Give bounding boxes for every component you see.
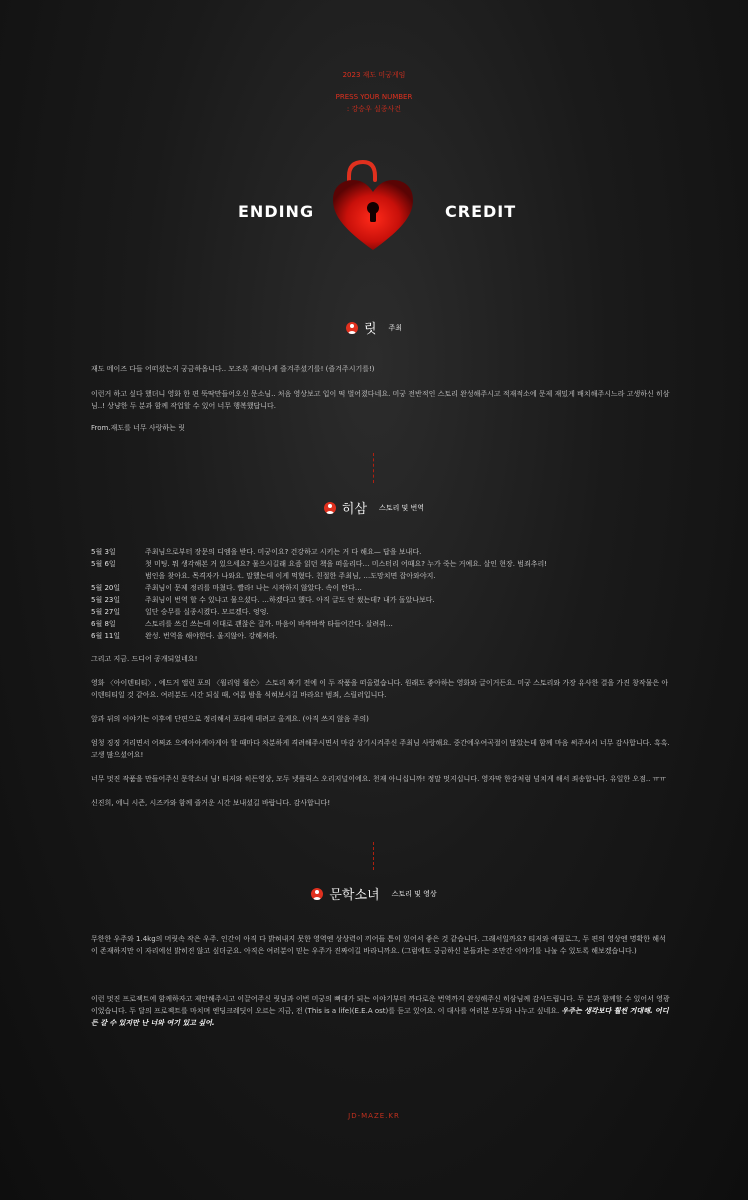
diary-text: 첫 미팅. 뭐 생각해본 거 있으세요? 물으시길래 요즘 읽던 책을 떠올리다… 미스터리 어때요? 누가 죽는 거예요. 살인 현장. 범죄추리! — [145, 560, 548, 568]
diary-text: 주최님이 번역 할 수 있냐고 물으셨다. …하겠다고 했다. 아직 글도 안 썼는데? 내가 돌았나보다. — [145, 596, 435, 604]
event-subtitle: PRESS YOUR NUMBER — [335, 93, 413, 101]
section-header-munhak — [0, 884, 748, 904]
section-divider — [373, 453, 374, 483]
ending-label: ENDING — [238, 202, 315, 221]
diary-entry — [91, 570, 671, 582]
diary-text: 완성. 번역을 해야한다. 울지않아. 강해져라. — [145, 632, 278, 640]
section3-body — [91, 933, 671, 1029]
contributor-name: 문학소녀 — [329, 888, 380, 903]
diary-entry — [91, 606, 671, 618]
person-icon — [346, 322, 358, 334]
diary-entry — [91, 618, 671, 630]
diary-entry — [91, 630, 671, 642]
contributor-role: 스토리 및 번역 — [379, 503, 425, 512]
paragraph: 엄청 징징 거리면서 어쩌죠 으에아아게아게아 할 때마다 차분하게 격려해주시면서 마감 상기시켜주신 주최님 사랑해요. 중간에우여곡절이 많았는데 함께 마음 써주셔서 너무 감사합니다. 흑흑. 고생 많으셨어요! — [91, 739, 670, 759]
event-title: 2023 재도 미궁게임 — [342, 71, 406, 79]
section-header-rit — [0, 318, 748, 338]
diary-entry — [91, 558, 671, 570]
contributor-name: 히삼 — [341, 502, 368, 517]
diary-date: 5월 20일 — [91, 584, 121, 592]
diary-entry — [91, 546, 671, 558]
diary-text: 주최님이 문제 정리를 마쳤다. 빨라! 나는 시작하지 않았다. 속이 탄다… — [145, 584, 362, 592]
credit-label: CREDIT — [445, 202, 517, 221]
diary-date — [91, 570, 145, 582]
diary-date: 5월 6일 — [91, 560, 116, 568]
paragraph — [91, 993, 671, 1029]
paragraph: 무한한 우주와 1.4kg의 머릿속 작은 우주. 인간이 아직 다 밝혀내지 못한 영역엔 상상력이 끼어들 틈이 있어서 좋은 것 같습니다. 그래서일까요? 티저와 에필로그, 두 편의 영상엔 명확한 해석이 존재하지만 이 자리에선 밝히진 않고 싶더군요. 아직은 여러분이 믿는 우주가 진짜이길 바라니까요. (그럼에도 궁금하신 분들과는 조만간 이야기를 나눌 수 있도록 해보겠습니다.) — [91, 935, 666, 955]
section2-body — [91, 653, 671, 809]
diary-date: 5월 23일 — [91, 596, 121, 604]
paragraph: 영화 〈아이덴티티〉, 에드거 앨런 포의 〈윌리엄 윌슨〉 스토리 짜기 전에 이 두 작품을 떠올렸습니다. 원래도 좋아하는 영화와 글이거든요. 미궁 스토리와 가장 유사한 결을 가진 창작물은 아이덴티티일 것 같아요. 여러분도 시간 되실 때, 여름 밤을 식혀보시길 바라요! 범죄, 스릴러입니다. — [91, 679, 669, 699]
contributor-role: 주최 — [388, 323, 403, 332]
diary-text: 주최님으로부터 장문의 디엠을 받다. 미궁이요? 건강하고 시키는 거 다 해요— 답을 보내다. — [145, 548, 422, 556]
diary-text: 일단 승무를 실종시켰다. 모르겠다. 엉엉. — [145, 608, 269, 616]
person-icon — [324, 502, 336, 514]
heart-lock-icon — [325, 158, 421, 254]
diary-date: 5월 3일 — [91, 548, 116, 556]
section1-body — [91, 363, 671, 434]
diary-date: 6월 8일 — [91, 620, 116, 628]
paragraph: 이런거 하고 싶다 했더니 영화 한 편 뚝딱만들어오신 문소님.. 처음 영상보고 입이 떡 벌어졌다네요. 미궁 전반적인 스토리 완성해주시고 적재적소에 문제 재밌게 배치해주시느라 고생하신 히삼님..! 상냥한 두 분과 함께 작업할 수 있어 너무 행복했답니다. — [91, 390, 670, 410]
diary-list — [91, 546, 671, 642]
contributor-role: 스토리 및 영상 — [391, 889, 437, 898]
diary-text: 스토리를 쓰긴 쓰는데 이대로 괜찮은 걸까. 마음이 바싹바싹 타들어간다. 살려줘… — [145, 620, 393, 628]
diary-entry — [91, 582, 671, 594]
paragraph: 신진희, 에니 시즌, 시즈카와 함께 즐거운 시간 보내셨길 바랍니다. 감사합니다! — [91, 799, 331, 807]
diary-text: 범인을 찾아요. 목격자가 나와요. 말했는데 이게 먹혔다. 친절한 주최님, …도망치면 잡아와야지. — [145, 572, 436, 580]
site-url[interactable]: JD-MAZE.KR — [348, 1112, 400, 1120]
section-divider — [373, 842, 374, 870]
diary-date: 6월 11일 — [91, 632, 121, 640]
contributor-name: 릿 — [363, 322, 377, 337]
paragraph: 너무 멋진 작품을 만들어주신 문학소녀 님! 티저와 히든영상, 모두 넷플릭스 오리지널이에요. 천재 아니십니까! 정말 멋지십니다. 영자막 한강처럼 넘치게 해서 죄송합니다. 유일한 오점.. ㅠㅠ — [91, 775, 667, 783]
paragraph: 재도 메이즈 다들 어떠셨는지 궁금하옵니다.. 모조록 재미나게 즐겨주셨기를! (즐겨주시기를!) — [91, 365, 375, 373]
section-header-hisam — [0, 498, 748, 518]
paragraph-text: 이런 멋진 프로젝트에 함께하자고 제안해주시고 이끌어주신 릿님과 이번 미궁의 뼈대가 되는 이야기부터 까다로운 번역까지 완성해주신 히삼님께 감사드립니다. 두 분과 함께할 수 있어서 영광이었습니다. 두 달의 프로젝트를 마치며 엔딩크레딧이 오르는 지금, 전 (This is a life)(E.E.A ost)를 듣고 있어요. 이 대사를 여러분 모두와 나누고 싶네요. — [91, 995, 670, 1015]
paragraph: 앞과 뒤의 이야기는 이후에 단편으로 정리해서 포타에 데려고 올게요. (아직 쓰지 않음 주의) — [91, 715, 369, 723]
paragraph: From.재도를 너무 사랑하는 릿 — [91, 424, 185, 432]
diary-entry — [91, 594, 671, 606]
person-icon — [311, 888, 323, 900]
paragraph: 그리고 지금. 드디어 공개되었네요! — [91, 655, 198, 663]
diary-date: 5월 27일 — [91, 608, 121, 616]
quote: 우주는 생각보다 훨씬 거대해. 어디든 갈 수 있지만 난 너와 여기 있고 싶어. — [91, 1007, 669, 1027]
event-case-title: : 강승우 실종사건 — [346, 105, 402, 113]
